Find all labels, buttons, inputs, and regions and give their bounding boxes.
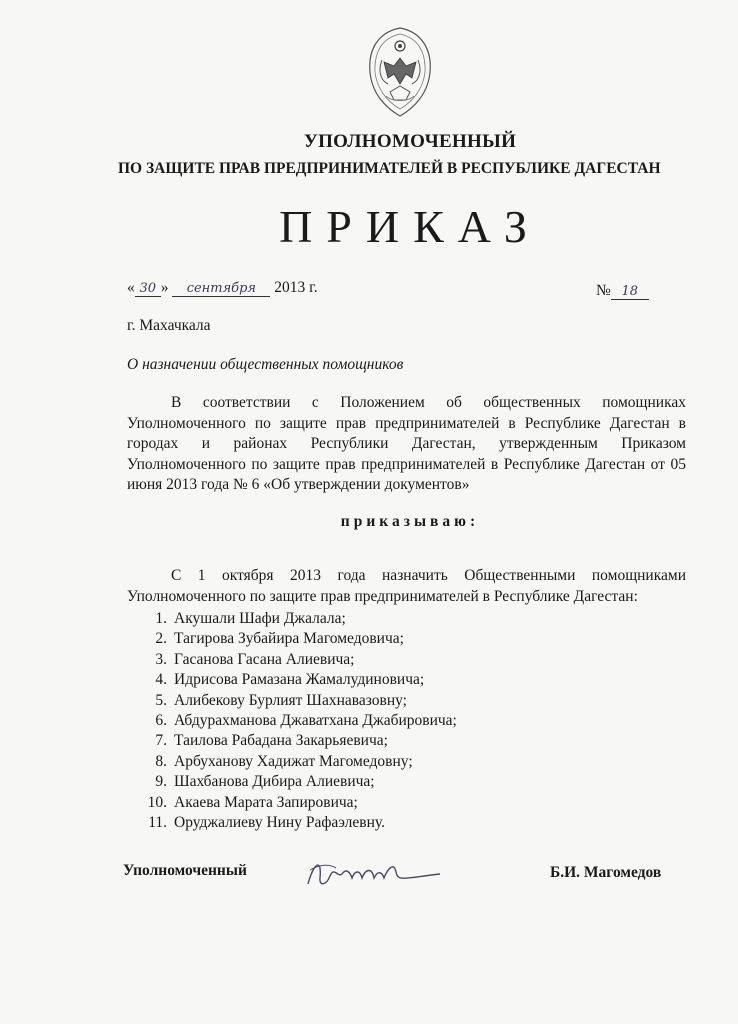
list-item-name: Идрисова Рамазана Жамалудиновича;	[174, 671, 425, 689]
order-subject: О назначении общественных помощников	[127, 356, 404, 373]
list-item	[127, 691, 686, 711]
org-title: УПОЛНОМОЧЕННЫЙ	[303, 131, 517, 152]
list-item	[127, 670, 686, 690]
preamble-paragraph: В соответствии с Положением об общественных помощниках Уполномоченного по защите прав предпринимателей в Республике Дагестан в городах и районах Республики Дагестан, утвержденным Приказом Уполномоченного по защите прав предпринимателей в Республике Дагестан от 05 июня 2013 года № 6 «Об утверждении документов»	[127, 394, 686, 493]
list-item-number: 11.	[148, 814, 167, 832]
list-item	[127, 793, 686, 813]
date-open-quote: «	[127, 279, 135, 296]
list-item	[127, 650, 686, 670]
date-year: 2013 г.	[274, 279, 318, 296]
appointees-list	[127, 609, 686, 833]
list-item-name: Акаева Марата Запировича;	[174, 793, 358, 811]
list-item	[127, 813, 686, 833]
list-item-name: Арбуханову Хадижат Магомедовну;	[174, 752, 413, 770]
date-month: сентября	[172, 281, 270, 297]
handwritten-signature	[300, 848, 450, 898]
list-item-name: Таилова Рабадана Закарьяевича;	[174, 732, 388, 750]
list-item-number: 1.	[155, 610, 167, 627]
list-item-name: Гасанова Гасана Алиевича;	[174, 650, 355, 668]
list-item-name: Тагирова Зубайира Магомедовича;	[174, 630, 404, 648]
document-number	[596, 282, 649, 300]
city: г. Махачкала	[127, 317, 211, 334]
list-item-number: 4.	[155, 671, 167, 689]
list-item	[127, 752, 686, 772]
list-item-name: Алибекову Бурлият Шахнавазовну;	[174, 691, 407, 709]
date-close-quote: »	[160, 279, 169, 296]
list-item-number: 6.	[155, 712, 167, 730]
list-item-name: Шахбанова Дибира Алиевича;	[174, 773, 375, 791]
list-item-number: 2.	[155, 630, 167, 648]
list-item-name: Оруджалиеву Нину Рафаэлевну.	[174, 814, 385, 832]
order-word: приказываю:	[340, 513, 480, 530]
number-label: №	[596, 282, 611, 299]
number-value: 18	[611, 284, 649, 300]
signer-name: Б.И. Магомедов	[550, 864, 662, 881]
list-item-number: 7.	[155, 732, 167, 750]
list-item-number: 9.	[155, 773, 167, 791]
list-item-name: Абдурахманова Джаватхана Джабировича;	[174, 712, 457, 730]
document-date	[127, 279, 318, 297]
list-item	[127, 609, 686, 629]
document-title: ПРИКАЗ	[279, 201, 541, 252]
list-item-number: 10.	[147, 793, 167, 811]
list-item	[127, 772, 686, 792]
list-item-name: Акушали Шафи Джалала;	[174, 610, 346, 627]
list-item-number: 5.	[155, 691, 167, 709]
list-item-number: 8.	[155, 752, 167, 770]
list-item-number: 3.	[155, 650, 167, 668]
date-day: 30	[135, 281, 161, 297]
list-item	[127, 711, 686, 731]
org-subtitle: ПО ЗАЩИТЕ ПРАВ ПРЕДПРИНИМАТЕЛЕЙ В РЕСПУБЛИКЕ ДАГЕСТАН	[118, 160, 661, 177]
list-item	[127, 629, 686, 649]
signer-role: Уполномоченный	[123, 862, 247, 879]
directive-paragraph: С 1 октября 2013 года назначить Общественными помощниками Уполномоченного по защите прав предпринимателей в Республике Дагестан:	[127, 567, 686, 605]
dagestan-coat-of-arms-icon	[360, 22, 440, 122]
list-item	[127, 731, 686, 751]
